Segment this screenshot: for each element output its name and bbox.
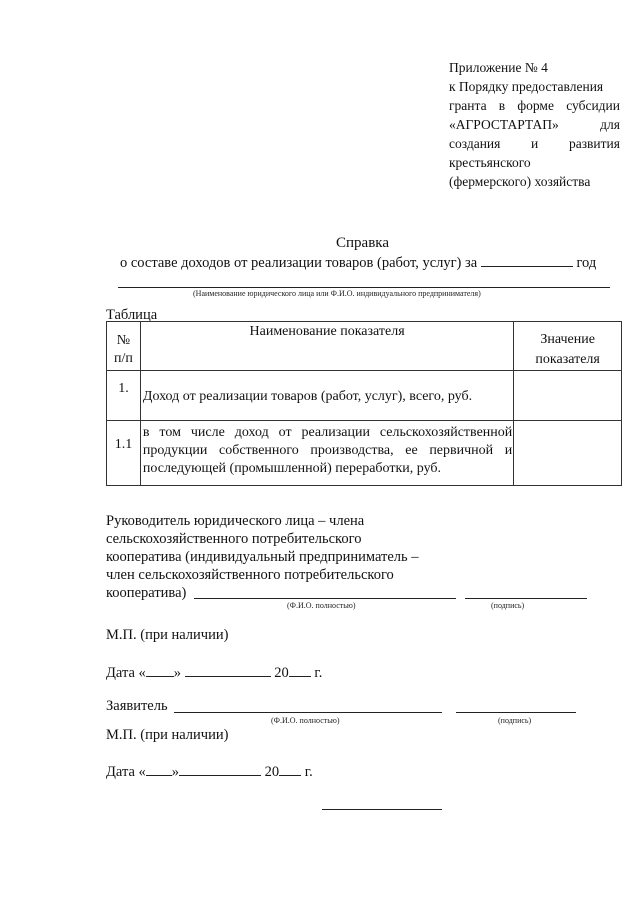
date-year-field[interactable] <box>289 663 311 677</box>
table-row <box>107 371 622 421</box>
head-fio-caption: (Ф.И.О. полностью) <box>287 601 356 610</box>
appendix-line: (фермерского) хозяйства <box>449 174 591 189</box>
applicant-signature-line[interactable] <box>456 712 576 713</box>
date-month-field[interactable] <box>185 663 271 677</box>
applicant-fio-line[interactable] <box>174 712 442 713</box>
income-table <box>106 321 622 486</box>
table-header-row <box>107 322 622 371</box>
head-line: Руководитель юридического лица – члена <box>106 513 365 529</box>
appendix-line: «АГРОСТАРТАП» для <box>449 117 620 132</box>
col-value-header <box>514 322 622 371</box>
row-name-text: в том числе доход от реализации сельскохозяйственной продукции собственного производства, ее первичной и последующей (промышленной) переработки, руб. <box>142 425 513 476</box>
col-number-header <box>107 322 141 371</box>
row-number <box>107 421 141 486</box>
head-signature-caption: (подпись) <box>491 601 525 610</box>
date-suffix: г. <box>304 764 313 780</box>
head-line: кооператива) <box>106 585 187 601</box>
table-row <box>107 421 622 486</box>
col-value-header-line: показателя <box>535 352 600 367</box>
col-number-header-line: п/п <box>114 351 133 366</box>
row-value-cell[interactable] <box>514 421 622 486</box>
col-number-header-line: № <box>116 333 131 348</box>
organization-name-line[interactable] <box>118 287 610 288</box>
date-day-field[interactable] <box>146 762 172 776</box>
row-number-text: 1. <box>118 381 129 396</box>
date-prefix: Дата « <box>106 665 146 681</box>
appendix-line: гранта в форме субсидии <box>449 98 620 113</box>
applicant-fio-caption: (Ф.И.О. полностью) <box>271 716 340 725</box>
col-name-header <box>140 322 513 371</box>
applicant-signature-caption: (подпись) <box>498 716 532 725</box>
appendix-line: создания и развития <box>449 136 620 151</box>
date-month-field[interactable] <box>179 762 261 776</box>
date-prefix: Дата « <box>106 764 146 780</box>
appendix-reference <box>449 58 620 191</box>
date-suffix: г. <box>314 665 323 681</box>
organization-caption: (Наименование юридического лица или Ф.И.О. индивидуального предпринимателя) <box>193 289 481 298</box>
document-title: Справка <box>336 235 389 251</box>
stamp-label-1: М.П. (при наличии) <box>106 627 229 643</box>
year-period-field[interactable] <box>481 253 573 267</box>
date-field-1 <box>106 663 322 682</box>
row-name <box>140 371 513 421</box>
appendix-line: к Порядку предоставления <box>449 79 604 94</box>
col-name-header-text: Наименование показателя <box>249 324 405 339</box>
row-value-cell[interactable] <box>514 371 622 421</box>
col-value-header-line: Значение <box>540 332 595 347</box>
head-signature-block <box>106 512 419 602</box>
row-number-text: 1.1 <box>114 437 133 452</box>
date-field-2 <box>106 762 313 781</box>
date-year-prefix: 20 <box>264 764 280 780</box>
row-number <box>107 371 141 421</box>
table-caption: Таблица <box>106 307 158 323</box>
row-name-text: Доход от реализации товаров (работ, услуг), всего, руб. <box>142 389 473 404</box>
head-fio-line[interactable] <box>194 598 456 599</box>
date-day-field[interactable] <box>146 663 174 677</box>
stamp-label-2: М.П. (при наличии) <box>106 727 229 743</box>
head-signature-line[interactable] <box>465 598 587 599</box>
head-line: член сельскохозяйственного потребительского <box>106 567 394 583</box>
date-quote: » <box>173 665 182 681</box>
head-line: кооператива (индивидуальный предприниматель – <box>106 549 419 565</box>
date-year-prefix: 20 <box>274 665 289 681</box>
appendix-line: крестьянского <box>449 155 531 170</box>
date-quote: » <box>171 764 180 780</box>
subtitle-year-word: год <box>576 255 597 271</box>
document-subtitle <box>120 253 596 272</box>
applicant-label: Заявитель <box>106 698 168 714</box>
bottom-signature-line[interactable] <box>322 809 442 810</box>
head-line: сельскохозяйственного потребительского <box>106 531 362 547</box>
row-name <box>140 421 513 486</box>
date-year-field[interactable] <box>279 762 301 776</box>
subtitle-text: о составе доходов от реализации товаров (работ, услуг) за <box>120 255 478 271</box>
appendix-line: Приложение № 4 <box>449 60 548 75</box>
